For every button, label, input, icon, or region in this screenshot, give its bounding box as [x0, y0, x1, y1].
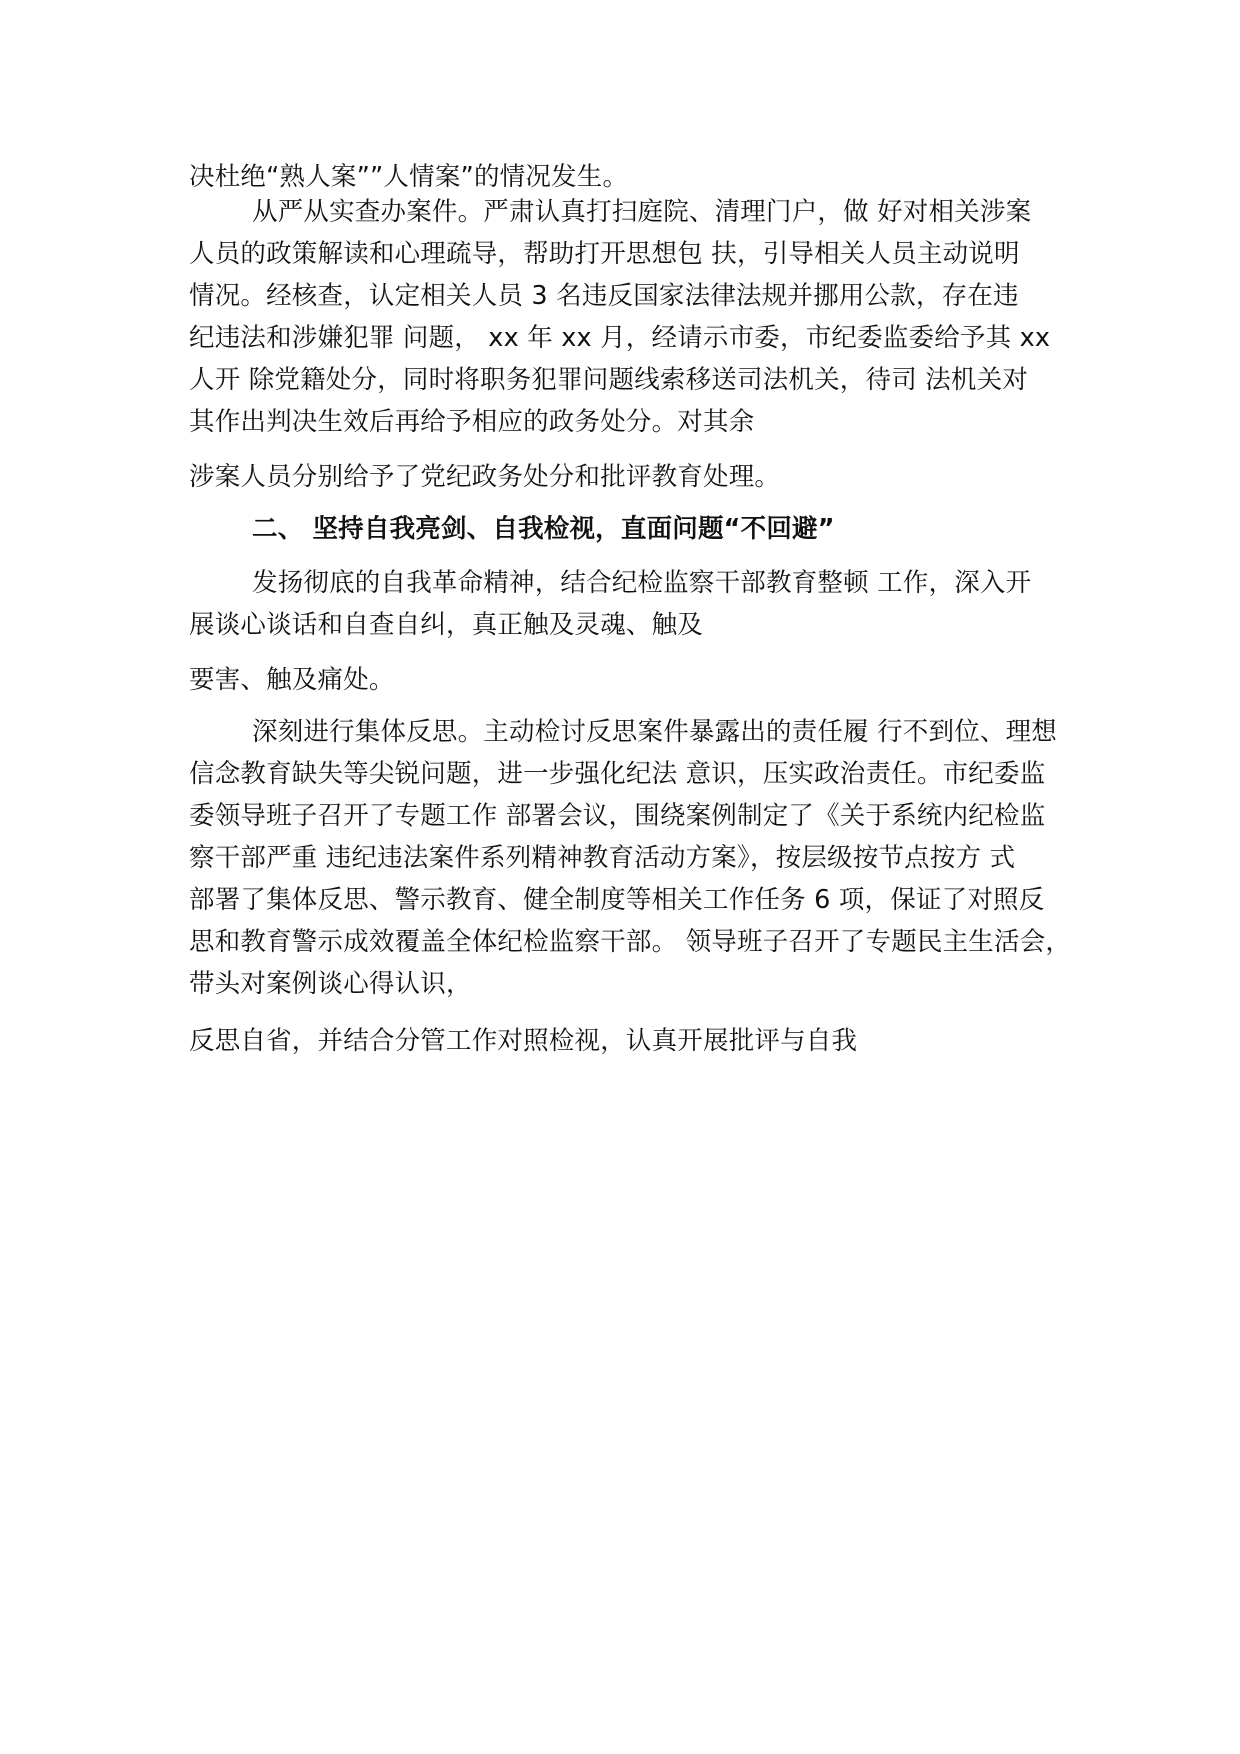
section-heading: 二、 坚持自我亮剑、自我检视，直面问题“不回避” — [252, 514, 835, 544]
paragraph-line: 人员的政策解读和心理疏导，帮助打开思想包 扶，引导相关人员主动说明 — [189, 239, 1020, 269]
paragraph-line: 察干部严重 违纪违法案件系列精神教育活动方案》，按层级按节点按方 式 — [189, 843, 1016, 873]
paragraph-line: 深刻进行集体反思。主动检讨反思案件暴露出的责任履 行不到位、理想 — [252, 717, 1058, 747]
paragraph-line: 涉案人员分别给予了党纪政务处分和批评教育处理。 — [189, 462, 781, 492]
paragraph-line: 其作出判决生效后再给予相应的政务处分。对其余 — [189, 407, 755, 437]
paragraph-line: 信念教育缺失等尖锐问题，进一步强化纪法 意识，压实政治责任。市纪委监 — [189, 759, 1046, 789]
paragraph-line: 思和教育警示成效覆盖全体纪检监察干部。 领导班子召开了专题民主生活会， — [189, 927, 1072, 957]
paragraph-line: 部署了集体反思、警示教育、健全制度等相关工作任务 6 项，保证了对照反 — [189, 885, 1045, 915]
paragraph-line: 从严从实查办案件。严肃认真打扫庭院、清理门户，做 好对相关涉案 — [252, 197, 1032, 227]
paragraph-line: 委领导班子召开了专题工作 部署会议，围绕案例制定了《关于系统内纪检监 — [189, 801, 1046, 831]
paragraph-line: 带头对案例谈心得认识， — [189, 969, 472, 999]
paragraph-line: 发扬彻底的自我革命精神，结合纪检监察干部教育整顿 工作，深入开 — [252, 568, 1032, 598]
paragraph-line: 决杜绝“熟人案””人情案”的情况发生。 — [189, 162, 629, 192]
paragraph-line: 情况。经核查，认定相关人员 3 名违反国家法律法规并挪用公款，存在违 — [189, 281, 1019, 311]
paragraph-line: 展谈心谈话和自查自纠，真正触及灵魂、触及 — [189, 610, 704, 640]
paragraph-line: 反思自省，并结合分管工作对照检视，认真开展批评与自我 — [189, 1026, 858, 1056]
paragraph-line: 人开 除党籍处分，同时将职务犯罪问题线索移送司法机关，待司 法机关对 — [189, 365, 1029, 395]
paragraph-line: 纪违法和涉嫌犯罪 问题， xx 年 xx 月，经请示市委，市纪委监委给予其 xx — [189, 323, 1051, 353]
paragraph-line: 要害、触及痛处。 — [189, 665, 395, 695]
